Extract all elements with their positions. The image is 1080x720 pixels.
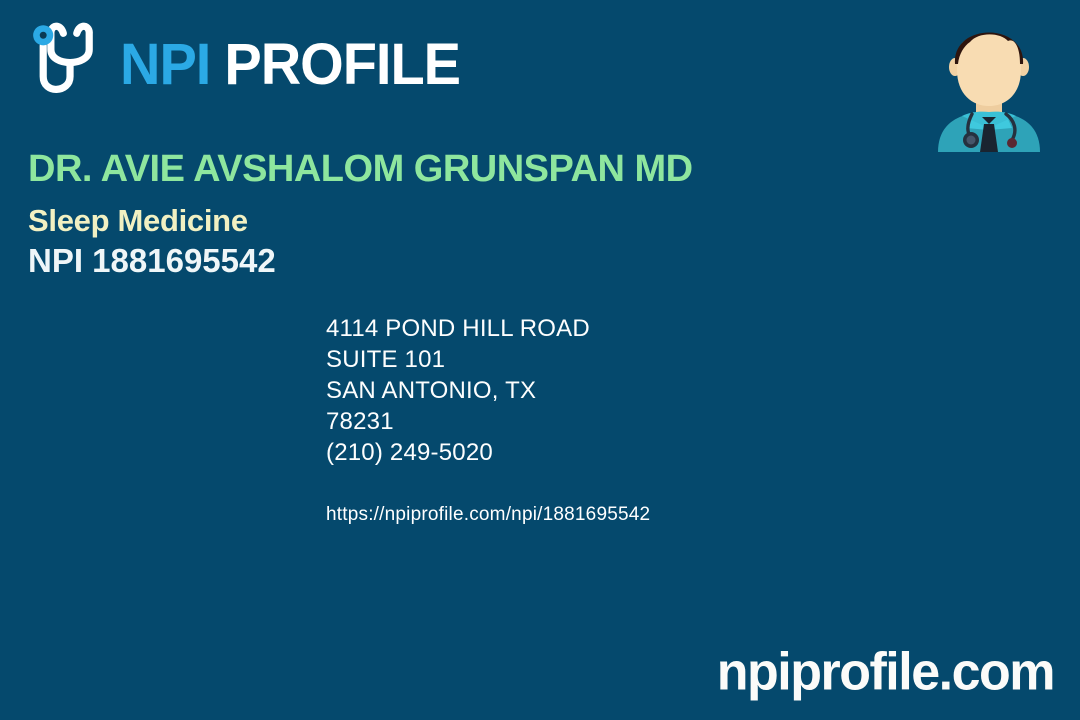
address-line-city-state: SAN ANTONIO, TX (326, 377, 537, 404)
address-line-zip: 78231 (326, 408, 394, 435)
address-block (326, 313, 590, 468)
phone-number: (210) 249-5020 (326, 439, 493, 466)
logo (28, 18, 460, 110)
npi-number: NPI 1881695542 (28, 242, 276, 279)
address-line-suite: SUITE 101 (326, 346, 446, 373)
doctor-avatar (928, 12, 1050, 152)
profile-url-link[interactable]: https://npiprofile.com/npi/1881695542 (326, 504, 651, 525)
stethoscope-icon (28, 18, 114, 110)
doctor-name: DR. AVIE AVSHALOM GRUNSPAN MD (28, 148, 693, 190)
logo-profile-text: PROFILE (224, 30, 461, 97)
site-name: npiprofile.com (716, 642, 1054, 702)
specialty-label: Sleep Medicine (28, 203, 248, 238)
logo-npi-text: NPI (120, 30, 211, 97)
logo-text (120, 30, 461, 97)
address-line-street: 4114 POND HILL ROAD (326, 315, 590, 342)
